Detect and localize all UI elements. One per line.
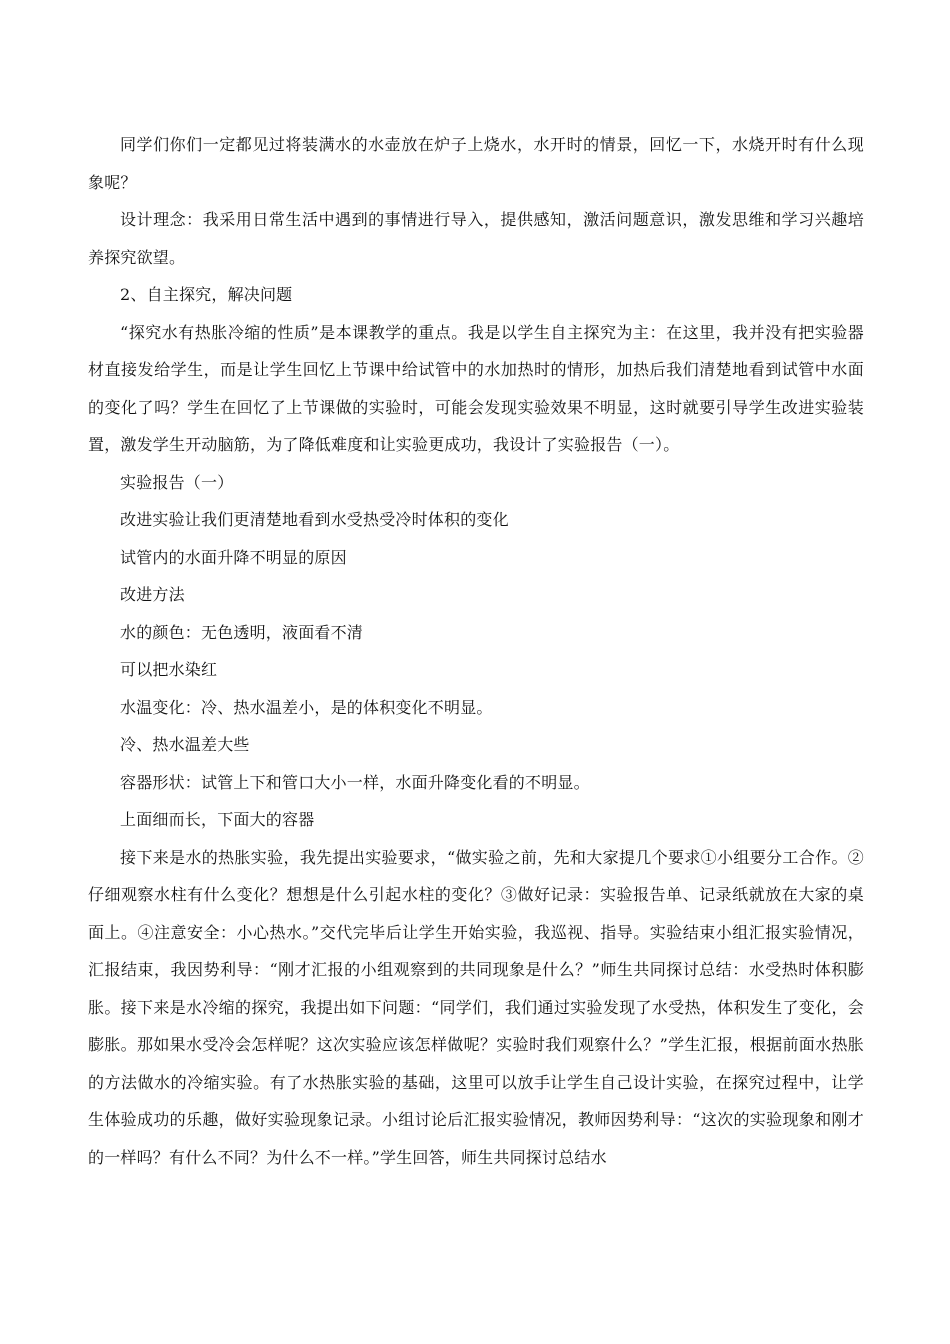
- report-line: 容器形状：试管上下和管口大小一样，水面升降变化看的不明显。: [120, 772, 590, 792]
- paragraph-intro-question: 同学们你们一定都见过将装满水的水壶放在炉子上烧水，水开时的情景，回忆一下，水烧开时有什么现象呢？: [88, 135, 864, 192]
- report-title: 实验报告（一）: [120, 472, 234, 492]
- report-line: 水温变化：冷、热水温差小，是的体积变化不明显。: [120, 697, 493, 717]
- report-line: 试管内的水面升降不明显的原因: [120, 547, 347, 567]
- paragraph-design-concept: 设计理念：我采用日常生活中遇到的事情进行导入，提供感知，激活问题意识，激发思维和学习兴趣培养探究欲望。: [88, 210, 864, 267]
- paragraph-inquiry-focus: “探究水有热胀冷缩的性质”是本课教学的重点。我是以学生自主探究为主：在这里，我并没有把实验器材直接发给学生，而是让学生回忆上节课中给试管中的水加热时的情形，加热后我们清楚地看到试管中水面的变化了吗？学生在回忆了上节课做的实验时，可能会发现实验效果不明显，这时就要引导学生改进实验装置，激发学生开动脑筋，为了降低难度和让实验更成功，我设计了实验报告（一）。: [88, 322, 864, 454]
- section-heading-self-inquiry: 2、自主探究，解决问题: [120, 285, 293, 304]
- paragraph-experiment-procedure: 接下来是水的热胀实验，我先提出实验要求，“做实验之前，先和大家提几个要求①小组要分工合作。②仔细观察水柱有什么变化？想想是什么引起水柱的变化？③做好记录：实验报告单、记录纸就放在大家的桌面上。④注意安全：小心热水。”交代完毕后让学生开始实验，我巡视、指导。实验结束小组汇报实验情况，汇报结束，我因势利导：“刚才汇报的小组观察到的共同现象是什么？”师生共同探讨总结：水受热时体积膨胀。接下来是水冷缩的探究，我提出如下问题：“同学们，我们通过实验发现了水受热，体积发生了变化，会膨胀。那如果水受冷会怎样呢？这次实验应该怎样做呢？实验时我们观察什么？”学生汇报，根据前面水热胀的方法做水的冷缩实验。有了水热胀实验的基础，这里可以放手让学生自己设计实验，在探究过程中，让学生体验成功的乐趣，做好实验现象记录。小组讨论后汇报实验情况，教师因势利导：“这次的实验现象和刚才的一样吗？有什么不同？为什么不一样。”学生回答，师生共同探讨总结水: [88, 847, 864, 1167]
- document-body: [88, 126, 864, 1176]
- report-line: 改进方法: [120, 585, 185, 604]
- report-line: 改进实验让我们更清楚地看到水受热受冷时体积的变化: [120, 510, 509, 529]
- report-line: 可以把水染红: [120, 660, 218, 679]
- report-line: 上面细而长，下面大的容器: [120, 810, 315, 829]
- report-line: 冷、热水温差大些: [120, 735, 250, 754]
- report-line: 水的颜色：无色透明，液面看不清: [120, 622, 364, 642]
